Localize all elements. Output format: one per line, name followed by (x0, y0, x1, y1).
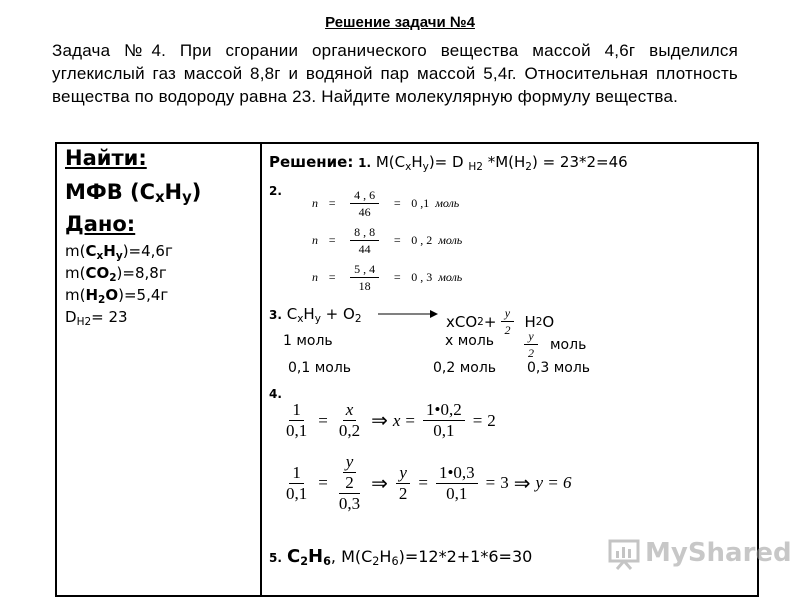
given-mass-h2o (65, 286, 168, 304)
eqa-result: 2 (487, 410, 496, 430)
eqb-f1-den: 0,1 (286, 483, 308, 503)
mfv-prefix: МФВ (C (65, 180, 156, 204)
implies-icon: ⇒ (371, 472, 388, 495)
g1-h: H (103, 242, 116, 260)
eqa-f3-num: 1•0,2 (423, 400, 465, 421)
g1-y: y (115, 250, 123, 262)
s1-sub: H2 (468, 161, 483, 173)
eqa-f1-num: 1 (289, 400, 304, 421)
eqb-f3-den: 0,1 (446, 483, 468, 503)
n-eq2: = (393, 270, 402, 284)
s1-end: ) = 23*2=46 (531, 153, 628, 171)
mfv-y: y (182, 189, 192, 206)
mfv-h: H (164, 180, 183, 204)
n-symbol: n (312, 270, 318, 284)
find-heading: Найти: (65, 146, 147, 170)
n-frac-den: 46 (358, 205, 371, 219)
s5-text: , M(C (330, 547, 373, 566)
page-title: Решение задачи №4 (325, 14, 475, 31)
g1-post: )=4,6г (122, 242, 173, 260)
n-frac (350, 224, 379, 257)
s5-c: C (287, 546, 301, 567)
s3-frac-num: y (501, 305, 514, 322)
eqa-f1-den: 0,1 (286, 421, 308, 440)
g4-sub: H2 (76, 316, 92, 328)
moles-row-h2o (312, 261, 462, 294)
given-mass-substance (65, 242, 173, 260)
n-eq: = (328, 270, 337, 284)
s3-h2o-o: O (542, 312, 555, 331)
mol-x: x моль (445, 333, 495, 349)
eqb-f1-num: 1 (289, 463, 304, 484)
step-5 (269, 546, 532, 567)
table-divider (260, 142, 262, 597)
given-density (65, 308, 128, 326)
eqb-f2-den: 0,3 (338, 494, 361, 513)
s3-o2-sub: 2 (354, 313, 362, 325)
g3-o: O (105, 286, 119, 304)
eqa-f2-den: 0,2 (338, 421, 361, 440)
eqa-f3 (423, 400, 465, 441)
n-frac-num: 5 , 4 (350, 261, 379, 278)
s1-pre: M(C (375, 153, 406, 171)
eqb-f2-inner-den: 2 (345, 473, 354, 492)
s5-t2: 2 (372, 555, 380, 568)
s3-y-over-2 (500, 305, 514, 338)
n-frac-den: 18 (358, 279, 371, 293)
eqb-f2 (336, 452, 363, 514)
eqa-f2-num: x (343, 400, 357, 421)
g3-pre: m( (65, 286, 86, 304)
s3-x: x (297, 313, 304, 325)
s5-h: H (308, 546, 324, 567)
mol-02: 0,2 моль (433, 360, 497, 376)
eqb-f2-num (339, 452, 360, 494)
eqa-f3-den: 0,1 (433, 421, 455, 440)
g2-sub: 2 (109, 272, 117, 284)
eqa-eq2: = (405, 410, 415, 430)
g4-d: D (65, 308, 77, 326)
n-symbol: n (312, 233, 318, 247)
n-frac (350, 261, 379, 294)
solution-heading: Решение: (269, 153, 354, 171)
g1-c: C (85, 242, 97, 260)
eqb-f3-num: 1•0,3 (436, 463, 478, 484)
n-value: 0 , 3 (411, 270, 433, 284)
presentation-logo-icon (607, 537, 641, 571)
g4-post: = 23 (91, 308, 128, 326)
g1-pre: m( (65, 242, 86, 260)
step-1 (269, 153, 628, 171)
eqb-eq3: = (485, 473, 496, 492)
g1-x: x (96, 250, 104, 262)
n-frac-num: 8 , 8 (350, 224, 379, 241)
equation-y (280, 452, 572, 514)
s3-plus-o: + O (320, 305, 355, 323)
n-frac (350, 187, 379, 220)
step-1-number: 1. (358, 156, 372, 170)
eqb-f3 (436, 463, 478, 504)
g2-post: )=8,8г (116, 264, 167, 282)
s1-mid: )= D (428, 153, 464, 171)
moles-row-c (312, 187, 459, 220)
s5-end: )=12*2+1*6=30 (398, 547, 533, 566)
mfv-x: x (155, 189, 165, 206)
n-eq: = (328, 233, 337, 247)
n-eq: = (328, 196, 337, 210)
n-frac-num: 4 , 6 (350, 187, 379, 204)
s5-c-sub: 2 (300, 555, 309, 568)
s1-h2-sub: 2 (525, 161, 532, 173)
n-unit: моль (438, 270, 463, 284)
s1-h: H (411, 153, 423, 171)
given-heading: Дано: (65, 212, 136, 236)
mol-01: 0,1 моль (288, 360, 352, 376)
s3-h: H (303, 305, 315, 323)
watermark-text: MyShared (645, 538, 792, 568)
reaction-arrow-icon (378, 307, 438, 321)
n-eq2: = (393, 196, 402, 210)
equation-x (280, 400, 496, 441)
eqb-result2: y = 6 (535, 473, 572, 492)
s3-h2o-h: H (524, 312, 536, 331)
problem-statement: Задача №4. При сгорании органического вещества массой 4,6г выделился углекислый газ массой 8,8г и водяной пар массой 5,4г. Относительная плотность вещества по водороду равна 23. Найдите молекулярную формулу вещества. (52, 41, 738, 106)
mfv-suffix: ) (191, 180, 202, 204)
n-frac-den: 44 (358, 242, 371, 256)
mol-03: 0,3 моль (527, 360, 591, 376)
eqa-f2 (336, 400, 363, 441)
given-mass-co2 (65, 264, 167, 282)
mol-y-num: y (524, 328, 537, 345)
s5-h-sub: 6 (323, 555, 331, 568)
s3-co2: xCO (446, 312, 478, 331)
eqb-f2-inner-num: y (343, 452, 357, 473)
eqb-result: 3 (500, 473, 509, 492)
eqa-f1 (283, 400, 310, 441)
n-symbol: n (312, 196, 318, 210)
g3-post: )=5,4г (118, 286, 169, 304)
n-value: 0 ,1 (411, 196, 430, 210)
implies-icon: ⇒ (371, 410, 388, 432)
s5-t6: 6 (391, 555, 399, 568)
mol-y2 (520, 328, 586, 361)
moles-row-h2o-co2 (312, 224, 462, 257)
step-2-number: 2. (269, 184, 282, 198)
eqb-eq: = (318, 473, 328, 492)
eqb-var-frac (396, 463, 411, 504)
s1-mid2: *M(H (482, 153, 526, 171)
mfv-formula (65, 180, 201, 204)
n-value: 0 , 2 (411, 233, 433, 247)
reaction-equation (269, 305, 362, 323)
n-eq2: = (393, 233, 402, 247)
s3-plus2: + (483, 312, 497, 331)
mol-y-frac (524, 328, 538, 361)
g2-pre: m( (65, 264, 86, 282)
s5-t3: H (379, 547, 392, 566)
eqa-var: x (392, 410, 401, 430)
n-unit: моль (438, 233, 463, 247)
step-3-number: 3. (269, 308, 282, 322)
eqa-eq3: = (472, 410, 483, 430)
eqb-eq2: = (418, 473, 428, 492)
n-unit: моль (435, 196, 460, 210)
implies-icon: ⇒ (513, 472, 531, 495)
s3-frac-den: 2 (504, 323, 511, 337)
eqa-eq: = (318, 410, 328, 430)
mol-y-den: 2 (528, 346, 534, 360)
g3-sub: 2 (98, 294, 106, 306)
s1-x: x (405, 161, 412, 173)
step-5-number: 5. (269, 551, 282, 565)
reaction-products: xCO 2 + $\frac{y}{2}$ H 2 O (446, 306, 555, 337)
mol-y-unit: моль (550, 336, 587, 353)
step-4-number: 4. (269, 387, 282, 401)
s1-y: y (422, 161, 429, 173)
mol-1: 1 моль (283, 333, 333, 349)
s3-y: y (314, 313, 321, 325)
eqb-f2-inner (342, 452, 357, 493)
eqb-var-num: y (396, 463, 410, 484)
g3-h: H (85, 286, 99, 304)
s3-c: C (286, 305, 298, 323)
g2-co: CO (85, 264, 110, 282)
eqb-f1 (283, 463, 310, 504)
eqb-var-den: 2 (398, 483, 408, 503)
